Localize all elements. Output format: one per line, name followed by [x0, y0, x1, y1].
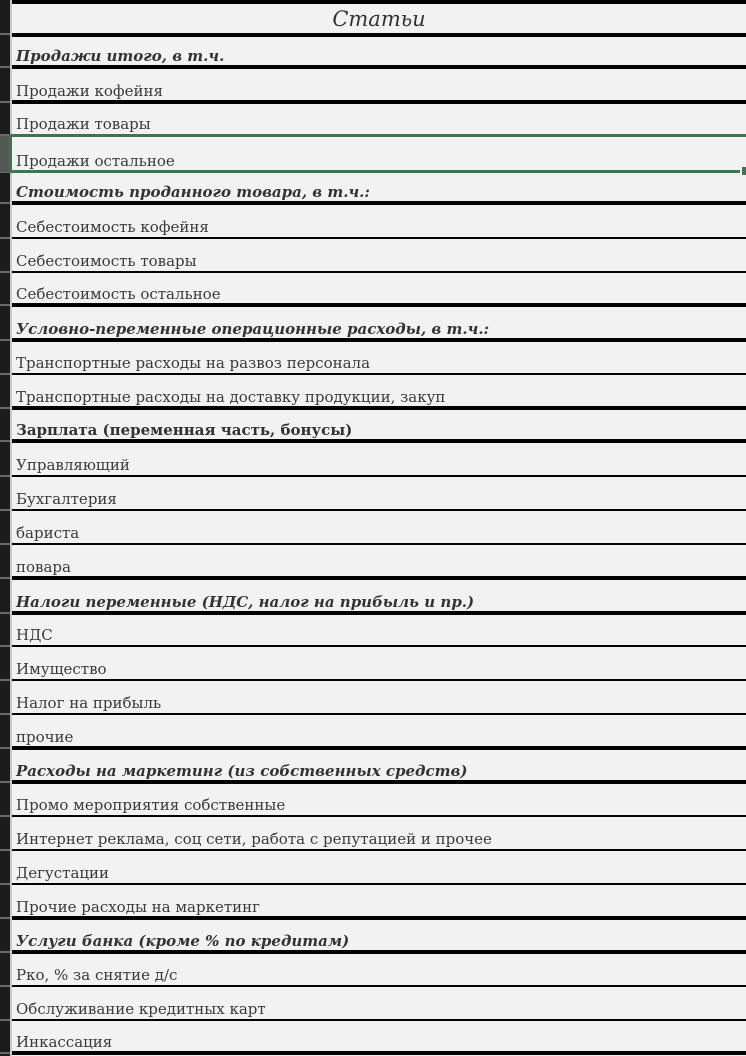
- section-heading: Услуги банка (кроме % по кредитам): [16, 932, 350, 950]
- row-divider: [0, 917, 10, 919]
- grid-line: [12, 815, 746, 817]
- grid-line: [12, 849, 746, 851]
- row-divider: [0, 985, 10, 987]
- table-row[interactable]: [12, 886, 746, 918]
- table-row[interactable]: [12, 376, 746, 408]
- table-row[interactable]: [12, 274, 746, 305]
- row-label: Себестоимость кофейня: [16, 218, 209, 236]
- row-divider: [0, 271, 10, 273]
- table-row[interactable]: [12, 36, 746, 67]
- table-row[interactable]: [12, 443, 746, 476]
- table-row[interactable]: [12, 750, 746, 782]
- row-divider: [0, 304, 10, 306]
- row-divider: [0, 781, 10, 783]
- row-divider: [0, 883, 10, 885]
- row-label: Бухгалтерия: [16, 490, 117, 508]
- table-row[interactable]: [12, 478, 746, 510]
- section-heading: Стоимость проданного товара, в т.ч.:: [16, 183, 370, 201]
- grid-line: [12, 985, 746, 987]
- grid-line: [12, 475, 746, 477]
- grid-line: [12, 237, 746, 239]
- row-label: Интернет реклама, соц сети, работа с репутацией и прочее: [16, 830, 492, 848]
- row-divider: [0, 747, 10, 749]
- row-divider: [0, 713, 10, 715]
- table-row[interactable]: [12, 852, 746, 884]
- row-label: Продажи остальное: [16, 152, 175, 170]
- row-label: Продажи товары: [16, 115, 151, 133]
- row-divider: [0, 373, 10, 375]
- table-row[interactable]: [12, 342, 746, 374]
- row-label: Дегустации: [16, 864, 110, 882]
- row-label: Себестоимость остальное: [16, 285, 221, 303]
- table-row[interactable]: [12, 174, 746, 203]
- section-heading: Расходы на маркетинг (из собственных средств): [16, 762, 468, 780]
- table-row[interactable]: [12, 954, 746, 986]
- table-row[interactable]: [12, 716, 746, 748]
- section-heading: Налоги переменные (НДС, налог на прибыль и пр.): [16, 593, 475, 611]
- section-heading: Зарплата (переменная часть, бонусы): [16, 421, 353, 439]
- row-label: Промо мероприятия собственные: [16, 796, 286, 814]
- row-divider: [0, 577, 10, 579]
- table-row[interactable]: [12, 784, 746, 816]
- row-label: повара: [16, 558, 71, 576]
- row-divider: [0, 679, 10, 681]
- table-row[interactable]: [12, 1022, 746, 1053]
- row-divider: [0, 475, 10, 477]
- row-label: Транспортные расходы на доставку продукции, закуп: [16, 388, 446, 406]
- grid-line: [12, 543, 746, 545]
- row-label: НДС: [16, 626, 53, 644]
- row-divider: [0, 1052, 10, 1054]
- row-divider: [0, 237, 10, 239]
- row-label: Продажи кофейня: [16, 82, 163, 100]
- grid-line: [12, 1019, 746, 1021]
- row-divider: [0, 509, 10, 511]
- table-row[interactable]: [12, 205, 746, 238]
- section-heading: Продажи итого, в т.ч.: [16, 47, 225, 65]
- row-label: бариста: [16, 524, 80, 542]
- table-row[interactable]: [12, 512, 746, 544]
- row-divider: [0, 815, 10, 817]
- grid-line: [12, 509, 746, 511]
- row-divider: [0, 612, 10, 614]
- column-header-title: Статьи: [332, 7, 426, 31]
- grid-line: [12, 373, 746, 375]
- table-row[interactable]: [12, 580, 746, 613]
- grid-line: [12, 883, 746, 885]
- table-row[interactable]: [12, 69, 746, 102]
- row-label: Налог на прибыль: [16, 694, 162, 712]
- selected-row-header[interactable]: [0, 136, 10, 172]
- table-row[interactable]: [12, 307, 746, 340]
- row-label: Рко, % за снятие д/с: [16, 966, 178, 984]
- row-divider: [0, 202, 10, 204]
- row-divider: [0, 407, 10, 409]
- row-label: Инкассация: [16, 1033, 113, 1051]
- grid-line: [12, 271, 746, 273]
- grid-line: [12, 645, 746, 647]
- row-divider: [0, 101, 10, 103]
- table-row[interactable]: [12, 240, 746, 272]
- table-row[interactable]: [12, 410, 746, 441]
- row-label: Имущество: [16, 660, 107, 678]
- row-label: Прочие расходы на маркетинг: [16, 898, 260, 916]
- row-header-gutter[interactable]: [0, 0, 10, 1056]
- row-divider: [0, 951, 10, 953]
- row-label: Обслуживание кредитных карт: [16, 1000, 266, 1018]
- table-row[interactable]: [12, 682, 746, 714]
- row-divider: [0, 1019, 10, 1021]
- row-divider: [0, 543, 10, 545]
- table-row[interactable]: [12, 648, 746, 680]
- row-divider: [0, 849, 10, 851]
- row-divider: [0, 33, 10, 35]
- fill-handle[interactable]: [740, 167, 746, 175]
- grid-line: [12, 1051, 746, 1055]
- table-row[interactable]: [12, 615, 746, 646]
- row-divider: [0, 339, 10, 341]
- table-row[interactable]: [12, 137, 746, 172]
- row-label: Себестоимость товары: [16, 252, 197, 270]
- table-row[interactable]: [12, 546, 746, 578]
- row-divider: [0, 440, 10, 442]
- grid-line: [12, 679, 746, 681]
- column-header-cell[interactable]: [12, 3, 746, 34]
- table-row[interactable]: [12, 920, 746, 952]
- table-row[interactable]: [12, 988, 746, 1020]
- row-divider: [0, 66, 10, 68]
- table-row[interactable]: [12, 104, 746, 135]
- section-heading: Условно-переменные операционные расходы, в т.ч.:: [16, 320, 490, 338]
- row-label: прочие: [16, 728, 74, 746]
- spreadsheet-grid: [12, 0, 746, 1056]
- grid-line: [12, 713, 746, 715]
- row-label: Управляющий: [16, 456, 130, 474]
- table-row[interactable]: [12, 818, 746, 850]
- row-label: Транспортные расходы на развоз персонала: [16, 354, 371, 372]
- row-divider: [0, 645, 10, 647]
